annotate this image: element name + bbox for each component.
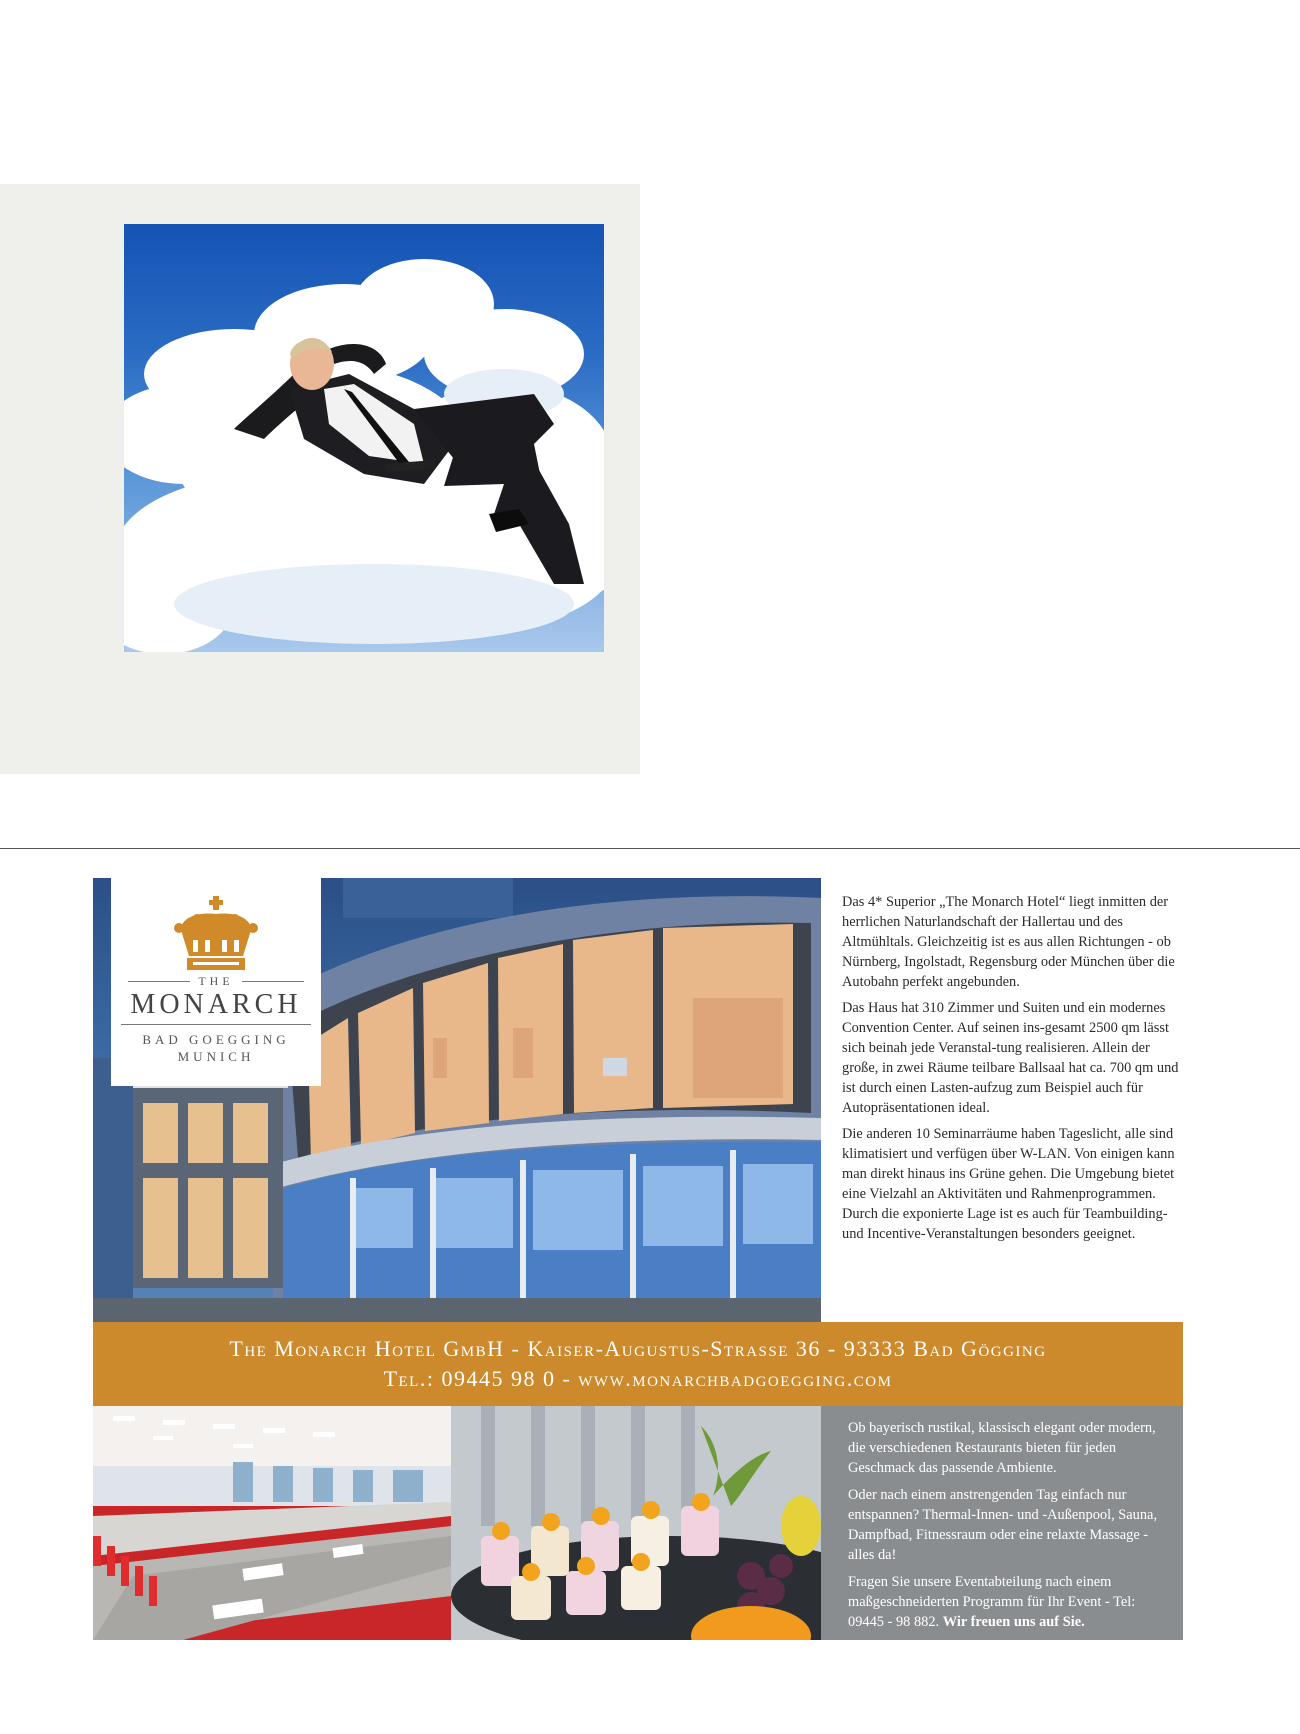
description-paragraph-3: Die anderen 10 Seminarräume haben Tageslicht, alle sind klimatisiert und verfügen über W-LAN. Von einigen kann man direkt hinaus ins Grüne gehen. Die Umgebung bietet eine Vielzahl an Aktivitäten und Rahmenprogrammen. Durch die exponierte Lage ist es auch für Teambuilding- und Incentive-Veranstaltungen besonders geeignet. (842, 1126, 1175, 1242)
logo-location-line1: BAD GOEGGING (142, 1032, 290, 1047)
amenities-paragraph-3 (848, 1572, 1165, 1632)
monarch-hotel-advertisement (93, 878, 1183, 1640)
banner-address: The Monarch Hotel GmbH - Kaiser-Augustus-Strasse 36 - 93333 Bad Gögging (229, 1336, 1047, 1361)
logo-name: MONARCH (130, 989, 302, 1020)
logo-line-right (242, 981, 304, 982)
description-paragraph-1: Das 4* Superior „The Monarch Hotel“ liegt inmitten der herrlichen Naturlandschaft der Hallertau und des Altmühltals. Gleichzeitig ist es aus allen Richtungen - ob Nürnberg, Ingolstadt, Regensburg oder München über die Autobahn perfekt angebunden. (842, 894, 1175, 990)
logo-rule (121, 1024, 311, 1025)
banner-contact: Tel.: 09445 98 0 - www.monarchbadgoegging.com (383, 1366, 893, 1391)
logo-the: THE (198, 974, 234, 988)
amenities-panel (821, 1406, 1183, 1640)
event-contact-text: Fragen Sie unsere Eventabteilung nach einem maßgeschneiderten Programm für Ihr Event - Tel: 09445 - 98 882. (848, 1574, 1136, 1630)
seminar-room-photo (93, 1406, 451, 1640)
closing-slogan: Wir freuen uns auf Sie. (942, 1614, 1085, 1630)
hotel-description (842, 892, 1182, 1250)
section-divider (0, 848, 1300, 849)
hotel-building-photo (93, 878, 821, 1322)
monarch-logo (111, 878, 321, 1086)
amenities-paragraph-1: Ob bayerisch rustikal, klassisch elegant oder modern, die verschiedenen Restaurants bieten für jeden Geschmack das passende Ambiente. (848, 1420, 1156, 1476)
address-banner (93, 1322, 1183, 1406)
top-image-panel (0, 184, 640, 774)
description-paragraph-2: Das Haus hat 310 Zimmer und Suiten und ein modernes Convention Center. Auf seinen ins-gesamt 2500 qm lässt sich beinah jede Veranstal-tung realisieren. Allein der große, in zwei Räume teilbare Ballsaal hat ca. 700 qm und ist durch einen Lasten-aufzug zum Beispiel auch für Autopräsentationen ideal. (842, 1000, 1179, 1116)
crown-icon (171, 896, 261, 972)
logo-location-line2: MUNICH (177, 1049, 255, 1064)
businessman-on-cloud-photo (124, 224, 604, 652)
amenities-paragraph-2: Oder nach einem anstrengenden Tag einfach nur entspannen? Thermal-Innen- und -Außenpool, Sauna, Dampfbad, Fitnessraum oder eine relaxte Massage - alles da! (848, 1487, 1158, 1563)
logo-line-left (128, 981, 190, 982)
buffet-dessert-photo (451, 1406, 821, 1640)
